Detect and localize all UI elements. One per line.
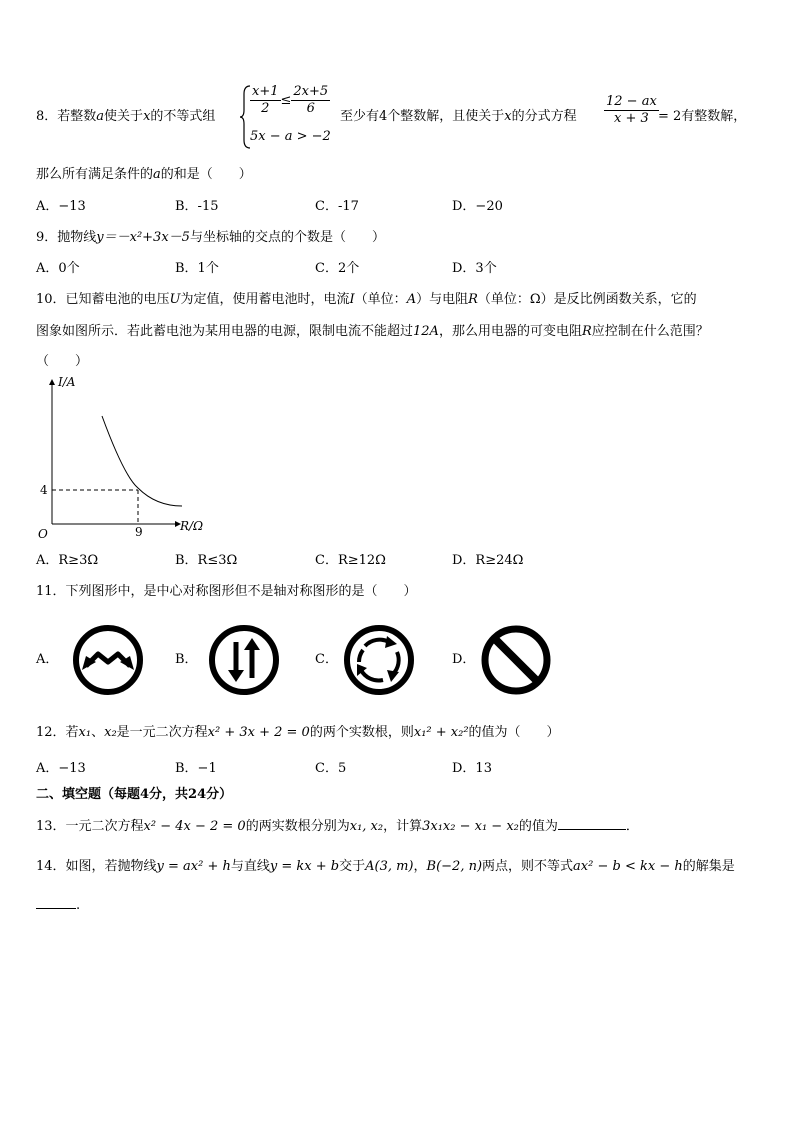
q8-option-d: D．−20 [452,199,503,214]
q10-t3: （单位： [354,292,407,307]
q14-t1: 14．如图，若抛物线 [36,859,157,874]
two-way-traffic-icon [208,624,280,696]
q10-t6: 图象如图所示．若此蓄电池为某用电器的电源，限制电流不能超过 [36,324,414,339]
q13-end: ． [625,819,639,834]
q14-answer-line [36,896,80,915]
var-a-2: a [153,167,161,182]
q12-t4: 的值为（ ） [468,725,560,740]
q10-option-b: B．R≤3Ω [175,553,238,568]
y-axis-label: I/A [58,376,76,389]
q12-option-c: C．5 [315,761,347,776]
q11-label-a: A． [36,652,59,667]
q10-t1: 10．已知蓄电池的电压 [36,292,170,307]
var-R-2: R [581,324,592,339]
var-x: x [143,109,151,124]
q11-label-c: C． [315,652,338,667]
var-R: R [468,292,478,307]
var-I: I [349,292,355,307]
q10-t4: ）与电阻 [416,292,469,307]
q14-t3: 交于 [339,859,366,874]
q9-text2: 与坐标轴的交点的个数是（ ） [189,230,385,245]
q10-line3: （ ） [36,354,89,369]
q12-t1: 12．若 [36,725,79,740]
q10-option-d: D．R≥24Ω [452,553,524,568]
q12-question [36,724,560,742]
section-title: 二、填空题（每题4分，共24分） [36,787,233,802]
inverse-curve [102,416,182,506]
x-tick-label: 9 [135,525,143,539]
q10-t5: （单位：Ω）是反比例函数关系，它的 [477,292,697,307]
q13-expr: 3x₁x₂ − x₁ − x₂ [422,819,519,834]
var-a: a [96,109,105,124]
q8-text1: 使关于 [104,109,144,124]
origin-label: O [38,527,48,541]
q13-t3: ，计算 [383,819,423,834]
q10-line2 [36,323,709,341]
q8-fraction-eq [604,94,659,127]
q11-label-b: B． [175,652,198,667]
frac-eq [604,94,659,127]
q10-option-c: C．R≥12Ω [315,553,386,568]
var-U: U [169,292,181,307]
prohibition-icon [480,624,552,696]
q10-line1 [36,291,697,309]
roundabout-icon [343,624,415,696]
q10-limit: 12A [413,324,439,339]
q10-graph [34,376,224,544]
q12-option-d: D．13 [452,761,492,776]
x-axis-label: R/Ω [180,519,204,533]
q8-number: 8．若整数 [36,109,97,124]
answer-blank[interactable] [558,817,626,830]
q9-text: 9．抛物线 [36,230,97,245]
q8-line2 [36,166,252,184]
q8-option-c: C．-17 [315,199,359,214]
q9-option-c: C．2个 [315,261,360,276]
q8-text3: 至少有4个整数解，且使关于 [340,109,505,124]
q14-end: . [76,898,81,913]
frac-right [291,84,330,117]
q8-line1-cont [340,108,577,126]
q9-option-b: B．1个 [175,261,219,276]
q8-system-row2: 5x − a > −2 [250,129,331,144]
frac-left-den: 2 [250,100,281,117]
q12-x2: x₂ [104,725,117,740]
q13-t1: 13．一元二次方程 [36,819,144,834]
q14-line-eq: y = kx + b [269,859,340,874]
q9-option-d: D．3个 [452,261,497,276]
answer-blank-2[interactable] [36,896,76,909]
q9-expr: y＝－x²+3x－5 [96,230,190,245]
q10-t8: 应控制在什么范围？ [591,324,709,339]
y-tick-label: 4 [40,483,48,497]
var-A: A [406,292,417,307]
q8-line2b: 的和是（ ） [160,167,252,182]
q14-inequality: ax² − b < kx − h [573,859,683,874]
q10-option-a: A．R≥3Ω [36,553,99,568]
q12-t2: 是一元二次方程 [116,725,208,740]
q10-t2: 为定值，使用蓄电池时，电流 [180,292,350,307]
q9-question [36,229,385,247]
q8-line2a: 那么所有满足条件的 [36,167,154,182]
frac-right-num: 2x+5 [293,84,329,99]
q11-question: 11．下列图形中，是中心对称图形但不是轴对称图形的是（ ） [36,584,417,599]
q8-option-a: A．−13 [36,199,86,214]
leq-sign: ≤ [280,93,292,108]
q14-t2: 与直线 [230,859,270,874]
q14-question [36,858,735,876]
frac-eq-den: x + 3 [604,110,659,127]
var-x-2: x [504,109,512,124]
q8-text4: 的分式方程 [511,109,577,124]
q14-comma: ， [413,859,427,874]
q13-t2: 的两实数根分别为 [245,819,350,834]
q14-point-a: A(3, m) [365,859,414,874]
q8-line1-end [658,108,746,126]
q9-option-a: A．0个 [36,261,80,276]
turn-sign-icon [72,624,144,696]
q8-option-b: B．-15 [175,199,219,214]
q12-x1: x₁ [78,725,92,740]
q12-t3: 的两个实数根，则 [309,725,414,740]
q13-t4: 的值为 [518,819,558,834]
q14-t5: 的解集是 [682,859,735,874]
q12-expr: x₁² + x₂² [413,725,469,740]
frac-eq-num: 12 − ax [606,94,657,109]
q8-line1 [36,108,215,126]
q14-parabola: y = ax² + h [156,859,231,874]
q12-equation: x² + 3x + 2 = 0 [207,725,310,740]
q13-question [36,817,639,836]
q11-label-d: D． [452,652,476,667]
q14-point-b: B(−2, n) [426,859,483,874]
q12-option-b: B．−1 [175,761,217,776]
q13-equation: x² − 4x − 2 = 0 [143,819,246,834]
q14-t4: 两点，则不等式 [482,859,574,874]
q8-system-row1 [250,84,330,117]
q8-text5: 有整数解， [681,109,747,124]
q12-sep: 、 [91,725,105,740]
frac-left [250,84,281,117]
q13-roots: x₁, x₂ [349,819,384,834]
q12-option-a: A．−13 [36,761,86,776]
q10-t7: ，那么用电器的可变电阻 [438,324,582,339]
eq-rhs: = 2 [658,109,682,124]
q8-text2: 的不等式组 [150,109,216,124]
frac-left-num: x+1 [252,84,279,99]
frac-right-den: 6 [291,100,330,117]
